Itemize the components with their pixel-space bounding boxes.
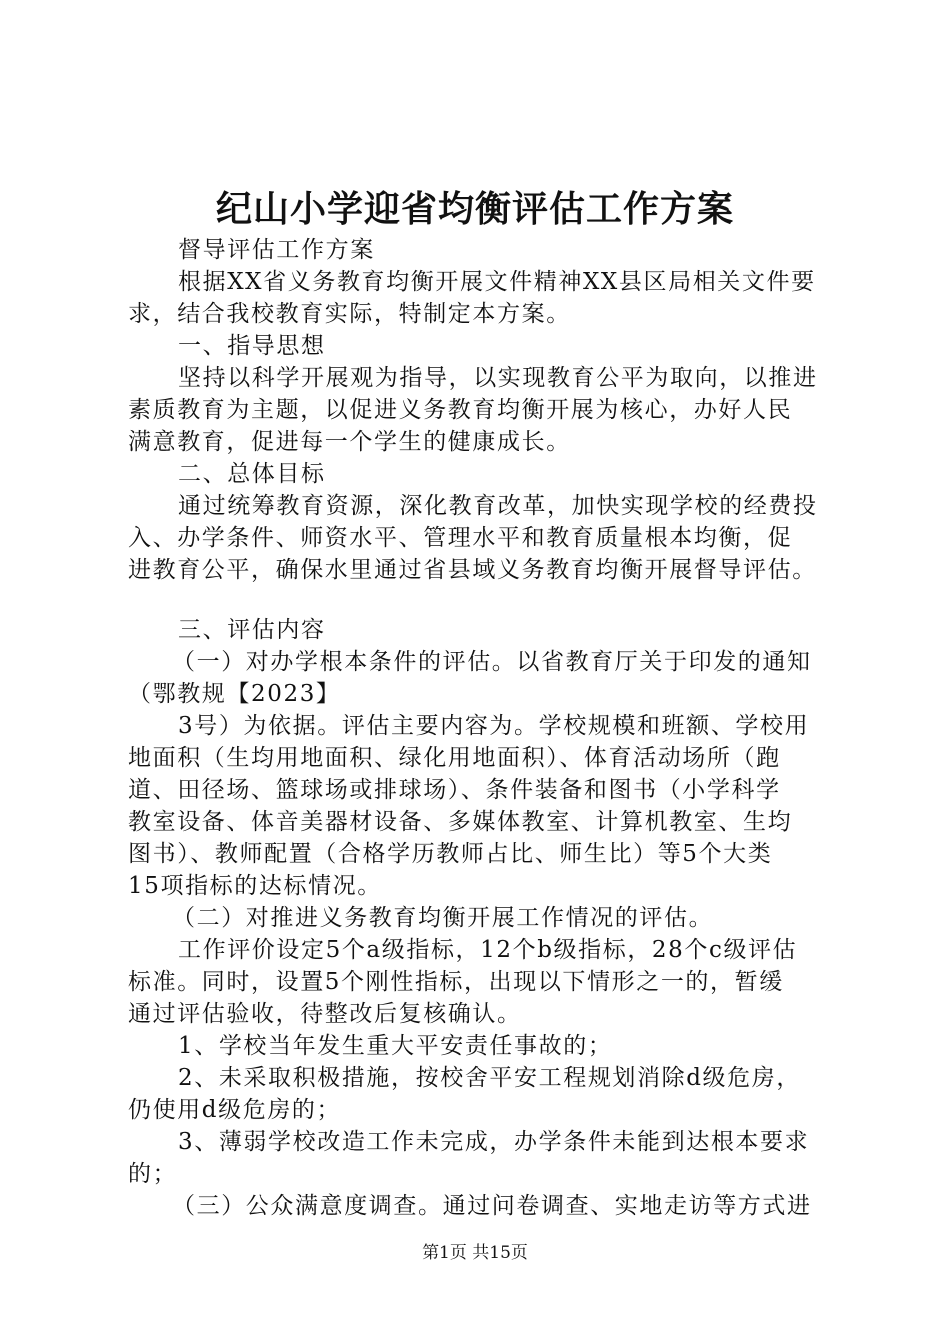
paragraph-line: （二）对推进义务教育均衡开展工作情况的评估。 <box>172 905 714 931</box>
document-body <box>128 234 840 1222</box>
paragraph-line: 坚持以科学开展观为指导，以实现教育公平为取向，以推进 <box>178 365 818 391</box>
paragraph-line: 进教育公平，确保水里通过省县域义务教育均衡开展督导评估。 <box>128 557 817 583</box>
blank-line <box>128 586 840 614</box>
page-number-footer: 第1页 共15页 <box>422 1243 528 1263</box>
document-title: 纪山小学迎省均衡评估工作方案 <box>215 188 734 230</box>
list-item: 1、学校当年发生重大平安责任事故的； <box>178 1033 613 1059</box>
paragraph-line: 工作评价设定5个a级指标，12个b级指标，28个c级评估 <box>178 937 798 963</box>
paragraph-line: 的； <box>128 1161 178 1187</box>
paragraph-line: 求，结合我校教育实际，特制定本方案。 <box>128 301 571 327</box>
paragraph-line: 满意教育，促进每一个学生的健康成长。 <box>128 429 571 455</box>
paragraph-line: 通过统筹教育资源，深化教育改革，加快实现学校的经费投 <box>178 493 818 519</box>
paragraph-line: （一）对办学根本条件的评估。以省教育厅关于印发的通知 <box>172 649 812 675</box>
paragraph-line: 仍使用d级危房的； <box>128 1097 342 1123</box>
paragraph-line: 15项指标的达标情况。 <box>128 873 382 899</box>
section-heading: 三、评估内容 <box>178 617 326 643</box>
paragraph-line: 根据XX省义务教育均衡开展文件精神XX县区局相关文件要 <box>178 269 816 295</box>
paragraph-line: 督导评估工作方案 <box>178 237 375 263</box>
section-heading: 一、指导思想 <box>178 333 326 359</box>
paragraph-line: 素质教育为主题，以促进义务教育均衡开展为核心，办好人民 <box>128 397 793 423</box>
paragraph-line: （三）公众满意度调查。通过问卷调查、实地走访等方式进 <box>172 1193 812 1219</box>
list-item: 2、未采取积极措施，按校舍平安工程规划消除d级危房， <box>178 1065 801 1091</box>
paragraph-line: 标准。同时，设置5个刚性指标，出现以下情形之一的，暂缓 <box>128 969 784 995</box>
paragraph-line: 地面积（生均用地面积、绿化用地面积）、体育活动场所（跑 <box>128 745 781 771</box>
paragraph-line: （鄂教规【2023】 <box>128 681 341 707</box>
paragraph-line: 入、办学条件、师资水平、管理水平和教育质量根本均衡，促 <box>128 525 793 551</box>
paragraph-line: 3号）为依据。评估主要内容为。学校规模和班额、学校用 <box>178 713 810 739</box>
paragraph-line: 通过评估验收，待整改后复核确认。 <box>128 1001 522 1027</box>
list-item: 3、薄弱学校改造工作未完成，办学条件未能到达根本要求 <box>178 1129 810 1155</box>
paragraph-line: 图书）、教师配置（合格学历教师占比、师生比）等5个大类 <box>128 841 773 867</box>
paragraph-line: 教室设备、体音美器材设备、多媒体教室、计算机教室、生均 <box>128 809 793 835</box>
section-heading: 二、总体目标 <box>178 461 326 487</box>
paragraph-line: 道、田径场、篮球场或排球场）、条件装备和图书（小学科学 <box>128 777 781 803</box>
